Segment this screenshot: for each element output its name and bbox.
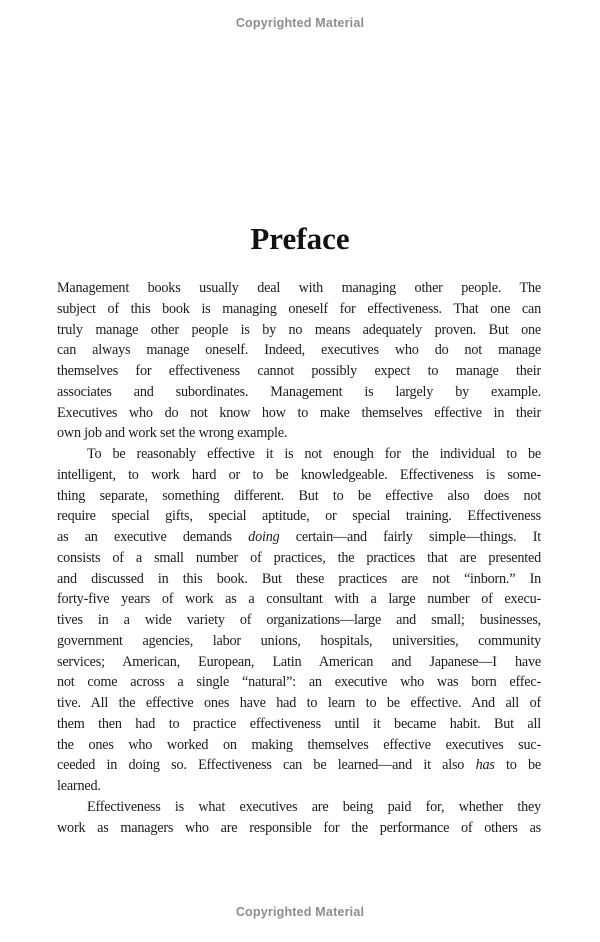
text-line: [57, 527, 541, 548]
text-line: [57, 299, 541, 320]
text-segment: government agencies, labor unions, hospitals, universities, community: [57, 632, 541, 649]
text-segment: Executives who do not know how to make themselves effective in their: [57, 404, 541, 421]
copyright-watermark-bottom: Copyrighted Material: [235, 905, 365, 919]
text-line: [57, 320, 541, 341]
text-line: [57, 693, 541, 714]
text-line: [57, 423, 541, 444]
text-segment: require special gifts, special aptitude, or special training. Effectiveness: [57, 508, 541, 525]
body-text: [57, 278, 541, 838]
copyright-watermark-top: Copyrighted Material: [235, 16, 365, 30]
text-segment: services; American, European, Latin American and Japanese—I have: [57, 653, 541, 670]
text-segment: associates and subordinates. Management is largely by example.: [57, 383, 541, 400]
text-segment: intelligent, to work hard or to be knowledgeable. Effectiveness is some-: [57, 466, 541, 483]
text-segment: ceeded in doing so. Effectiveness can be learned—and it also: [57, 757, 476, 774]
text-segment: the ones who worked on making themselves effective executives suc-: [57, 736, 541, 753]
text-line: [57, 548, 541, 569]
paragraph: [57, 278, 541, 444]
text-line: [57, 361, 541, 382]
text-line: [57, 589, 541, 610]
paragraph: [57, 797, 541, 839]
text-segment: themselves for effectiveness cannot possibly expect to manage their: [57, 363, 541, 379]
text-segment: work as managers who are responsible for the performance of others as: [57, 819, 541, 836]
text-segment: thing separate, something different. But to be effective also does not: [57, 487, 541, 504]
text-segment: to be: [494, 757, 541, 774]
text-line: [57, 444, 541, 465]
text-line: [57, 403, 541, 424]
text-segment: not come across a single “natural”: an executive who was born effec-: [57, 674, 541, 691]
text-segment: them then had to practice effectiveness until it became habit. But all: [57, 715, 541, 732]
paragraph: [57, 444, 541, 797]
text-line: [57, 818, 541, 839]
page-title: Preface: [250, 220, 350, 256]
text-line: [57, 278, 541, 299]
text-segment: as an executive demands: [57, 529, 249, 545]
text-line: [57, 714, 541, 735]
text-segment: tives in a wide variety of organizations—large and small; businesses,: [57, 612, 541, 628]
text-line: [57, 610, 541, 631]
text-line: [57, 672, 541, 693]
text-segment: Effectiveness is what executives are being paid for, whether they: [87, 798, 541, 815]
text-line: [57, 797, 541, 818]
text-segment: Management books usually deal with managing other people. The: [57, 280, 541, 296]
text-segment: To be reasonably effective it is not enough for the individual to be: [87, 446, 541, 462]
text-line: [57, 631, 541, 652]
text-line: [57, 486, 541, 507]
text-line: [57, 465, 541, 486]
text-line: [57, 755, 541, 776]
text-segment: certain—and fairly simple—things. It: [279, 529, 541, 545]
text-segment: learned.: [57, 778, 101, 794]
text-line: [57, 652, 541, 673]
text-segment: consists of a small number of practices, the practices that are presented: [57, 549, 541, 566]
text-line: [57, 340, 541, 361]
text-line: [57, 506, 541, 527]
text-segment: truly manage other people is by no means adequately proven. But one: [57, 321, 541, 338]
text-segment: can always manage oneself. Indeed, executives who do not manage: [57, 342, 541, 359]
text-line: [57, 735, 541, 756]
text-segment: forty-five years of work as a consultant with a large number of execu-: [57, 591, 541, 608]
italic-text: doing: [248, 529, 280, 545]
italic-text: has: [475, 757, 495, 774]
text-segment: and discussed in this book. But these practices are not “inborn.” In: [57, 570, 541, 587]
text-segment: own job and work set the wrong example.: [57, 425, 288, 442]
text-line: [57, 776, 541, 797]
text-segment: subject of this book is managing oneself for effectiveness. That one can: [57, 300, 541, 317]
text-line: [57, 569, 541, 590]
text-line: [57, 382, 541, 403]
text-segment: tive. All the effective ones have had to learn to be effective. And all of: [57, 695, 541, 711]
